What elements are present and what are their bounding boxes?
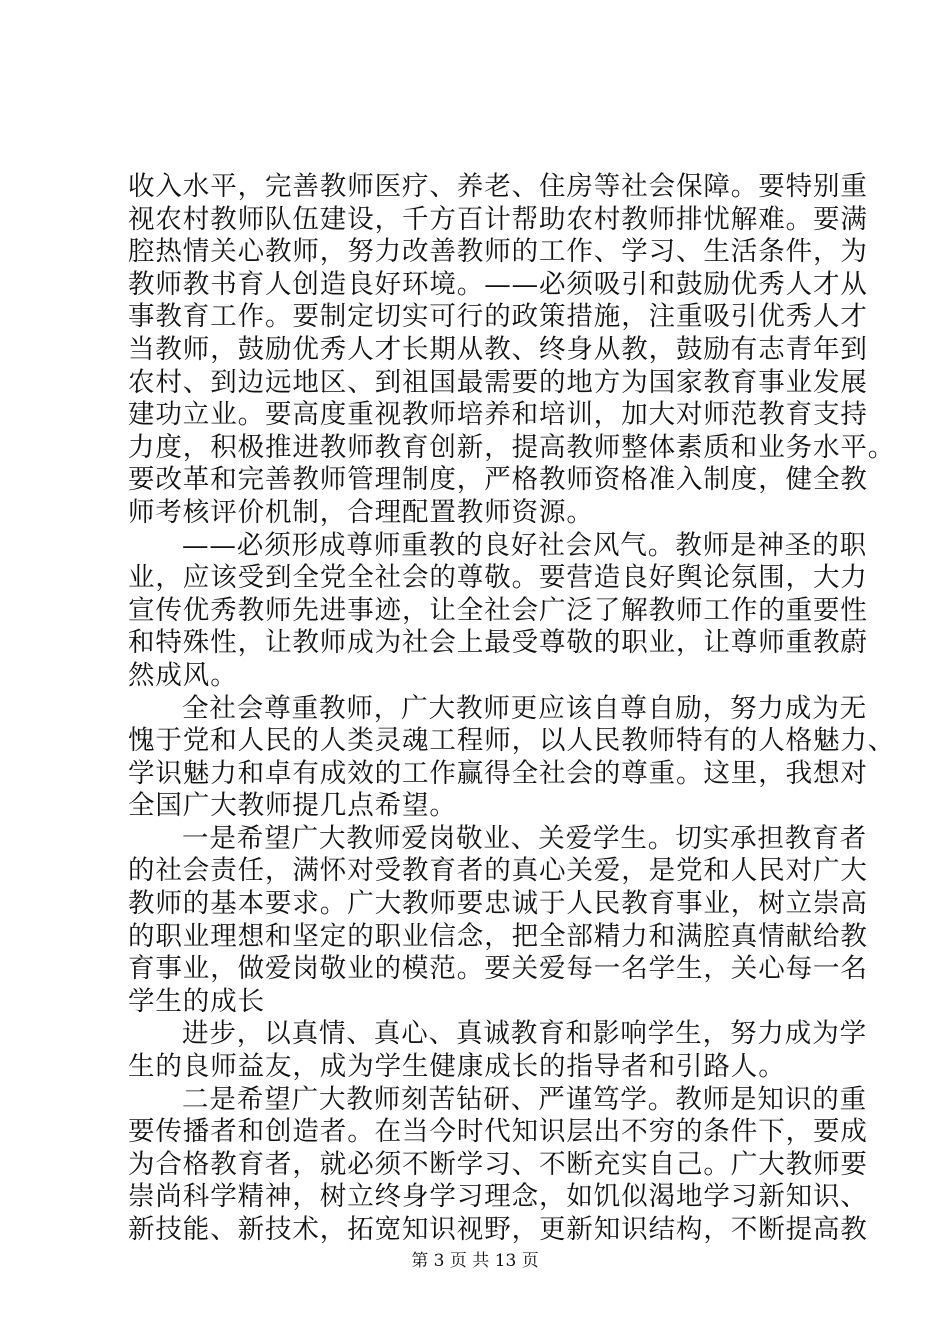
text-line: 崇尚科学精神，树立终身学习理念，如饥似渴地学习新知识、 [128, 1181, 868, 1213]
text-line: 一是希望广大教师爱岗敬业、关爱学生。切实承担教育者 [182, 822, 867, 854]
text-line: 业，应该受到全党全社会的尊敬。要营造良好舆论氛围，大力 [128, 562, 868, 594]
text-line: ——必须形成尊师重教的良好社会风气。教师是神圣的职 [182, 529, 867, 561]
text-line: 学生的成长 [128, 985, 265, 1017]
text-line: 视农村教师队伍建设，千方百计帮助农村教师排忧解难。要满 [128, 203, 868, 235]
text-line: 学识魅力和卓有成效的工作赢得全社会的尊重。这里，我想对 [128, 757, 868, 789]
text-line: 的职业理想和坚定的职业信念，把全部精力和满腔真情献给教 [128, 920, 868, 952]
text-line: 进步，以真情、真心、真诚教育和影响学生，努力成为学 [182, 1018, 867, 1050]
text-line: 当教师，鼓励优秀人才长期从教、终身从教，鼓励有志青年到 [128, 333, 868, 365]
text-line: 事教育工作。要制定切实可行的政策措施，注重吸引优秀人才 [128, 301, 868, 333]
page-footer: 第 3 页 共 13 页 [411, 1251, 539, 1271]
text-line: 新技能、新技术，拓宽知识视野，更新知识结构，不断提高教 [128, 1214, 868, 1245]
text-line: 要传播者和创造者。在当今时代知识层出不穷的条件下，要成 [128, 1116, 868, 1148]
text-line: 愧于党和人民的人类灵魂工程师，以人民教师特有的人格魅力、 [128, 725, 896, 757]
text-line: 建功立业。要高度重视教师培养和培训，加大对师范教育支持 [128, 399, 868, 431]
text-line: 全社会尊重教师，广大教师更应该自尊自励，努力成为无 [182, 692, 867, 724]
text-line: 力度，积极推进教师教育创新，提高教师整体素质和业务水平。 [128, 431, 896, 463]
text-line: 的社会责任，满怀对受教育者的真心关爱，是党和人民对广大 [128, 855, 868, 887]
text-line: 为合格教育者，就必须不断学习、不断充实自己。广大教师要 [128, 1148, 868, 1180]
text-line: 要改革和完善教师管理制度，严格教师资格准入制度，健全教 [128, 464, 868, 496]
text-line: 然成风。 [128, 659, 238, 691]
text-line: 农村、到边远地区、到祖国最需要的地方为国家教育事业发展 [128, 366, 868, 398]
text-line: 教师的基本要求。广大教师要忠诚于人民教育事业，树立崇高 [128, 888, 868, 920]
text-line: 生的良师益友，成为学生健康成长的指导者和引路人。 [128, 1051, 786, 1083]
body-text [128, 171, 896, 1247]
text-line: 师考核评价机制，合理配置教师资源。 [128, 496, 594, 528]
text-line: 腔热情关心教师，努力改善教师的工作、学习、生活条件，为 [128, 236, 868, 268]
text-line: 宣传优秀教师先进事迹，让全社会广泛了解教师工作的重要性 [128, 594, 868, 626]
text-line: 育事业，做爱岗敬业的模范。要关爱每一名学生，关心每一名 [128, 953, 868, 985]
text-line: 教师教书育人创造良好环境。——必须吸引和鼓励优秀人才从 [128, 268, 868, 300]
text-line: 和特殊性，让教师成为社会上最受尊敬的职业，让尊师重教蔚 [128, 627, 868, 659]
text-line: 全国广大教师提几点希望。 [128, 790, 457, 822]
text-line: 二是希望广大教师刻苦钻研、严谨笃学。教师是知识的重 [182, 1083, 867, 1115]
text-line: 收入水平，完善教师医疗、养老、住房等社会保障。要特别重 [128, 171, 868, 202]
